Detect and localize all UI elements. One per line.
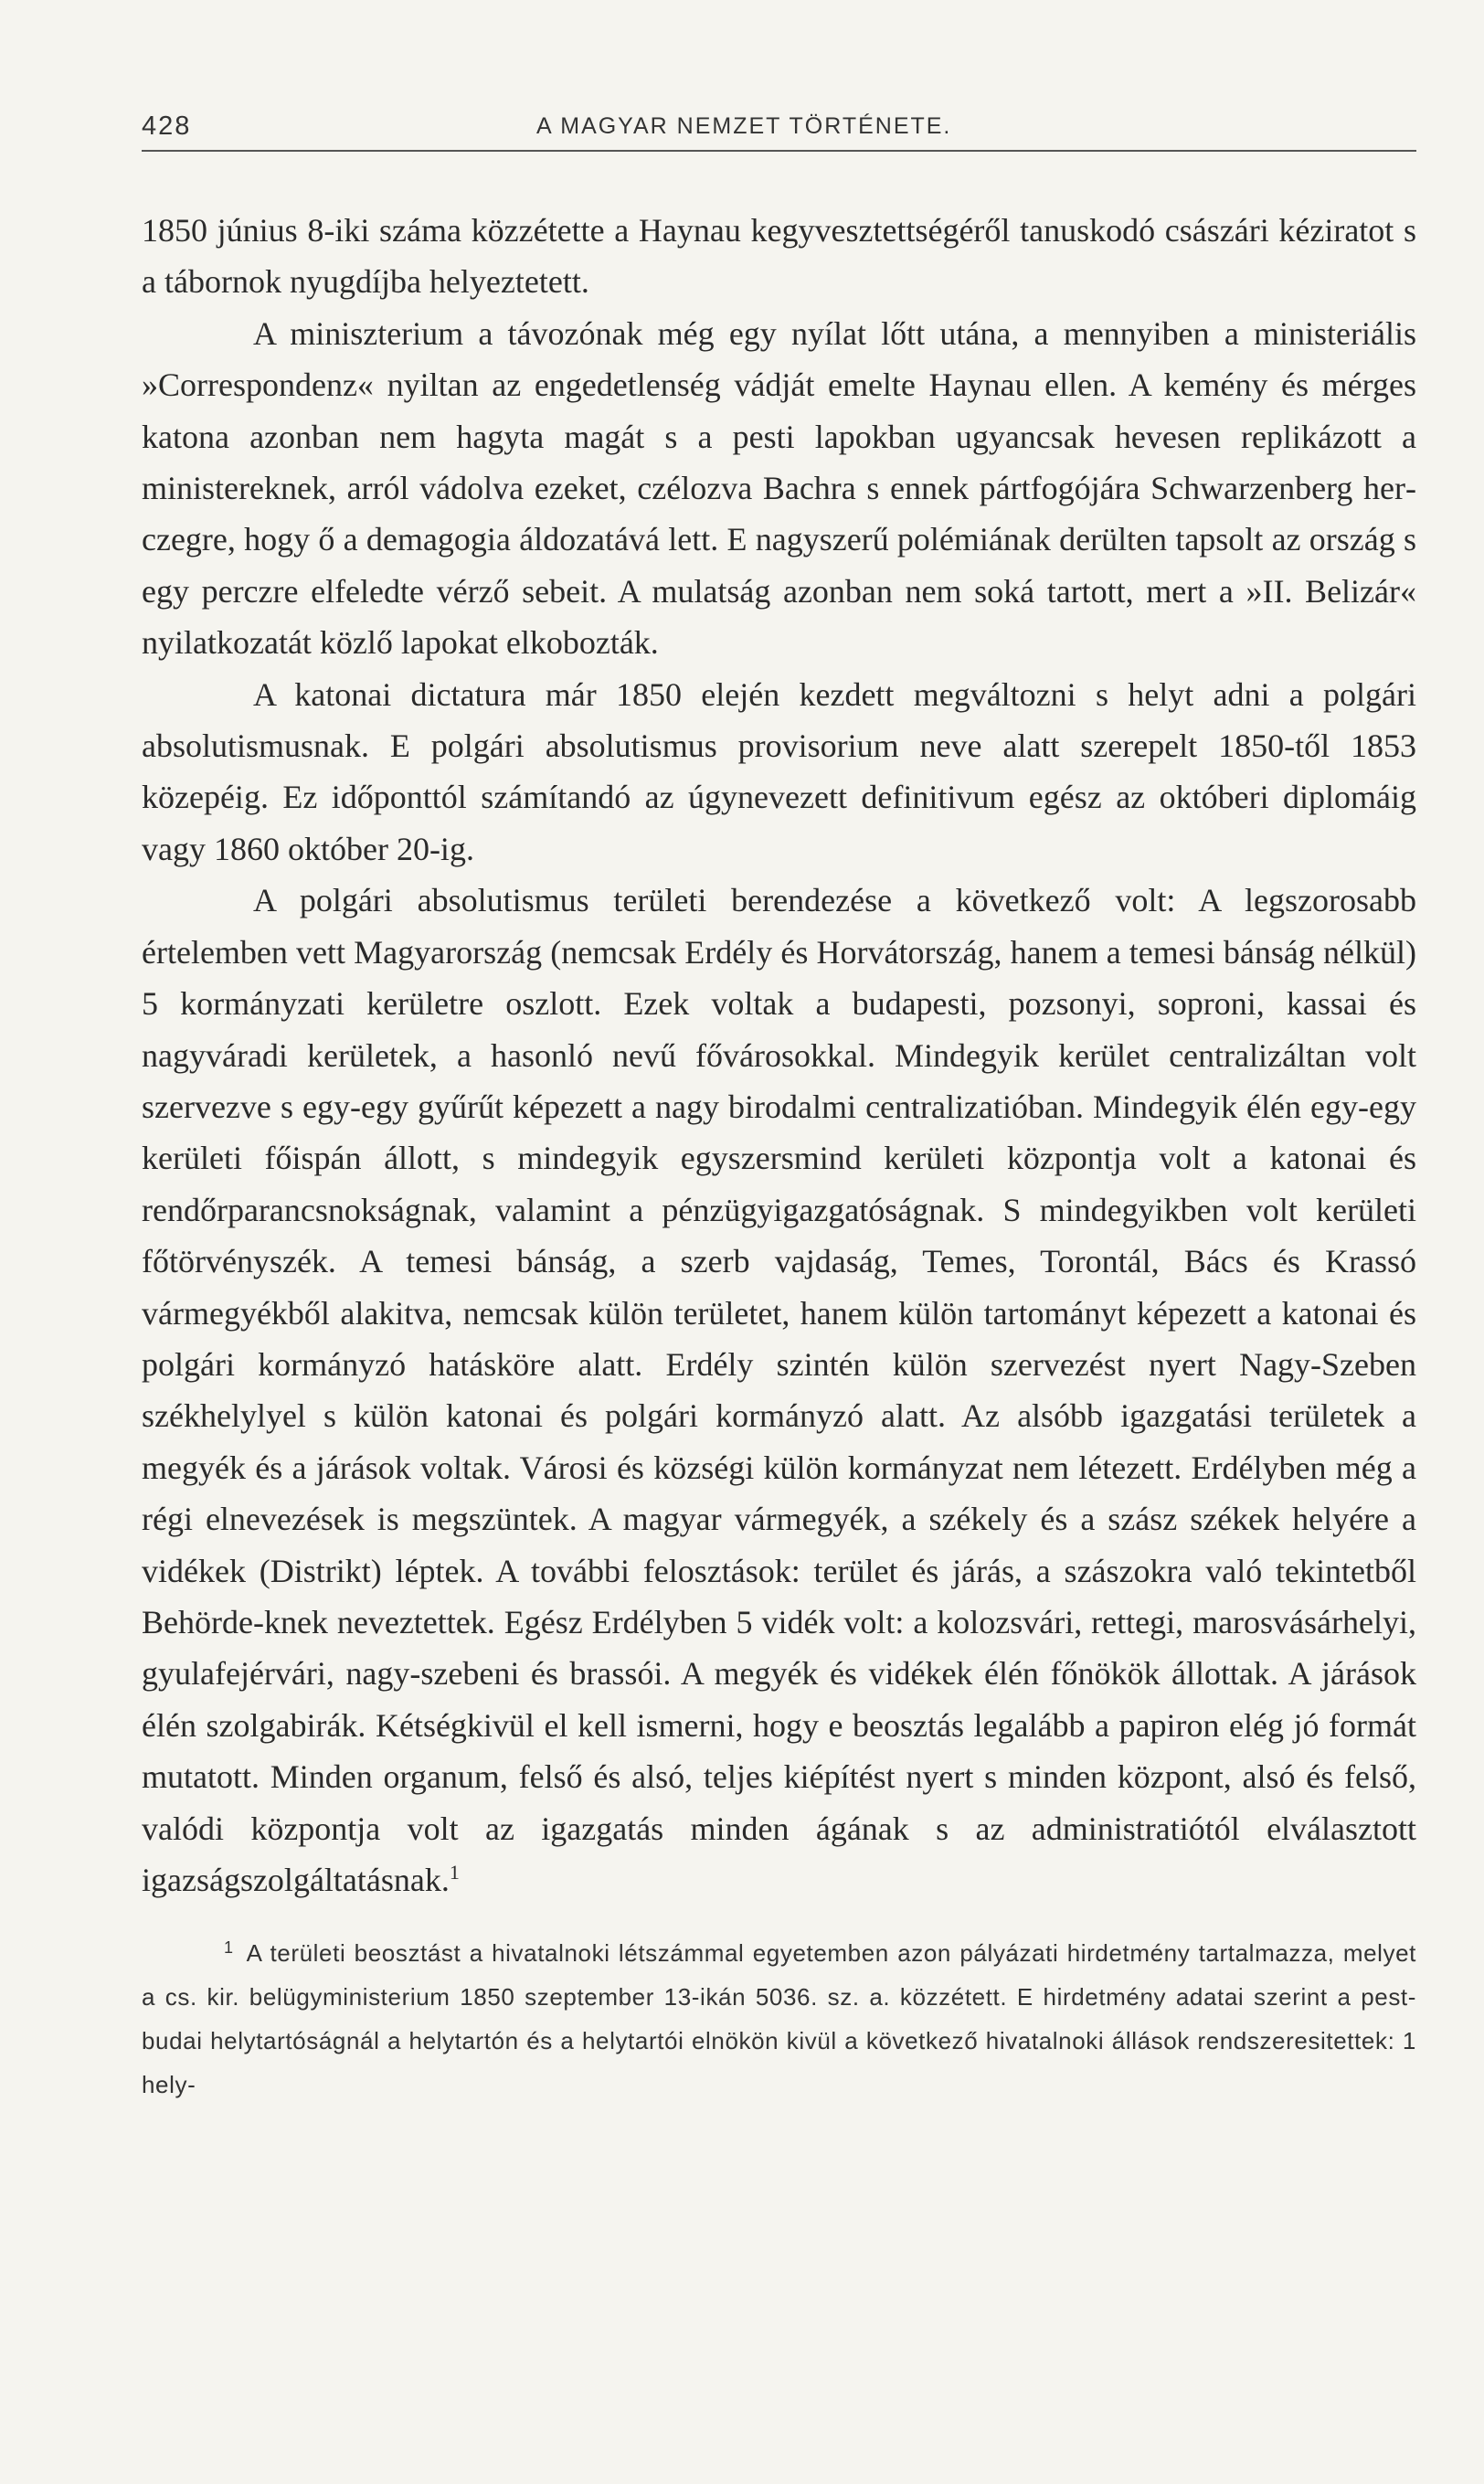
running-title: A MAGYAR NEMZET TÖRTÉNETE. xyxy=(536,113,952,139)
footnote-paragraph xyxy=(142,1931,1416,2107)
footnote-mark: 1 xyxy=(224,1937,234,1957)
page-number: 428 xyxy=(142,111,192,141)
paragraph-4-text: A polgári absolutismus területi berendezése a következő volt: A legszorosabb értelemben vett Magyarország (nemcsak Erdély és Horvátország, hanem a temesi bánság nélkül) 5 kormányzati kerületre oszlott. Ezek voltak a budapesti, pozsonyi, soproni, kassai és nagyváradi kerületek, a hasonló nevű fővárosokkal. Mindegyik kerület centralizáltan volt szervezve s egy-egy gyűrűt képezett a nagy birodalmi centralizatióban. Mindegyik élén egy-egy kerületi főispán állott, s mindegyik egyszersmind kerületi központja volt a katonai és rendőrparancsnokságnak, valamint a pénzügyigazgatóságnak. S mindegyikben volt kerületi főtörvényszék. A temesi bánság, a szerb vajdaság, Temes, Torontál, Bács és Krassó vármegyékből alakitva, nemcsak külön területet, hanem külön tartományt képezett a katonai és polgári kormányzó hatásköre alatt. Erdély szintén külön szervezést nyert Nagy-Szeben székhelylyel s külön katonai és polgári kormányzó alatt. Az alsóbb igazgatási területek a megyék és a járások voltak. Városi és községi külön kormányzat nem létezett. Erdélyben még a régi elnevezések is megszüntek. A magyar vármegyék, a székely és a szász székek helyére a vidékek (Distrikt) léptek. A további felosztások: terület és járás, a szászokra való tekintetből Behörde-knek neveztettek. Egész Erdélyben 5 vidék volt: a kolozsvári, rettegi, marosvásárhelyi, gyulafejérvári, nagy-szebeni és brassói. A megyék és vidékek élén főnökök állottak. A járások élén szolgabirák. Kétségkivül el kell ismerni, hogy e beosztás legalább a papiron elég jó formát mutatott. Minden organum, felső és alsó, teljes kiépítést nyert s minden központ, alsó és felső, valódi központja volt az igazgatás minden ágának s az administratiótól elválasztott igazságszolgáltatásnak. xyxy=(142,882,1416,1898)
paragraph-4 xyxy=(142,875,1416,1905)
paragraph-3: A katonai dictatura már 1850 elején kezdett megváltozni s helyt adni a polgári absolutismusnak. E polgári absolutismus provisorium neve alatt szerepelt 1850-től 1853 közepéig. Ez időponttól számítandó az úgynevezett definitivum egész az októberi diplomáig vagy 1860 október 20-ig. xyxy=(142,675,1416,867)
footnote-text: A területi beosztást a hivatalnoki létszámmal egyetemben azon pályázati hirdetmény tartalmazza, melyet a cs. kir. belügyministerium 1850 szeptember 13-ikán 5036. sz. a. közzétett. E hirdetmény adatai szerint a pest-budai helytartóságnál a helytartón és a helytartói elnökön kivül a következő hivatalnoki állások rendszeresitettek: 1 hely- xyxy=(142,1939,1416,2099)
main-text xyxy=(142,205,1416,1905)
header-rule xyxy=(142,150,1416,152)
running-head xyxy=(142,99,1416,154)
paragraph-2: A miniszterium a távozónak még egy nyílat lőtt utána, a mennyiben a ministeriális »Correspondenz« nyiltan az engedetlenség vádját emelte Haynau ellen. A kemény és mérges katona azonban nem hagyta magát s a pesti lapokban ugyancsak hevesen replikázott a ministereknek, arról vádolva ezeket, czélozva Bachra s ennek pártfogójára Schwarzenberg herczegre, hogy ő a demagogia áldozatává lett. E nagyszerű polémiának derülten tapsolt az ország s egy perczre elfeledte vérző sebeit. A mulatság azonban nem soká tartott, mert a »II. Belizár« nyilatkozatát közlő lapokat elkobozták. xyxy=(142,314,1416,662)
footnote xyxy=(142,1931,1416,2107)
book-page xyxy=(142,99,1416,2107)
footnote-reference[interactable]: 1 xyxy=(449,1861,460,1884)
paragraph-1: 1850 június 8-iki száma közzétette a Haynau kegyvesztettségéről tanuskodó császári kéziratot s a tábornok nyugdíjba helyeztetett. xyxy=(142,212,1416,301)
